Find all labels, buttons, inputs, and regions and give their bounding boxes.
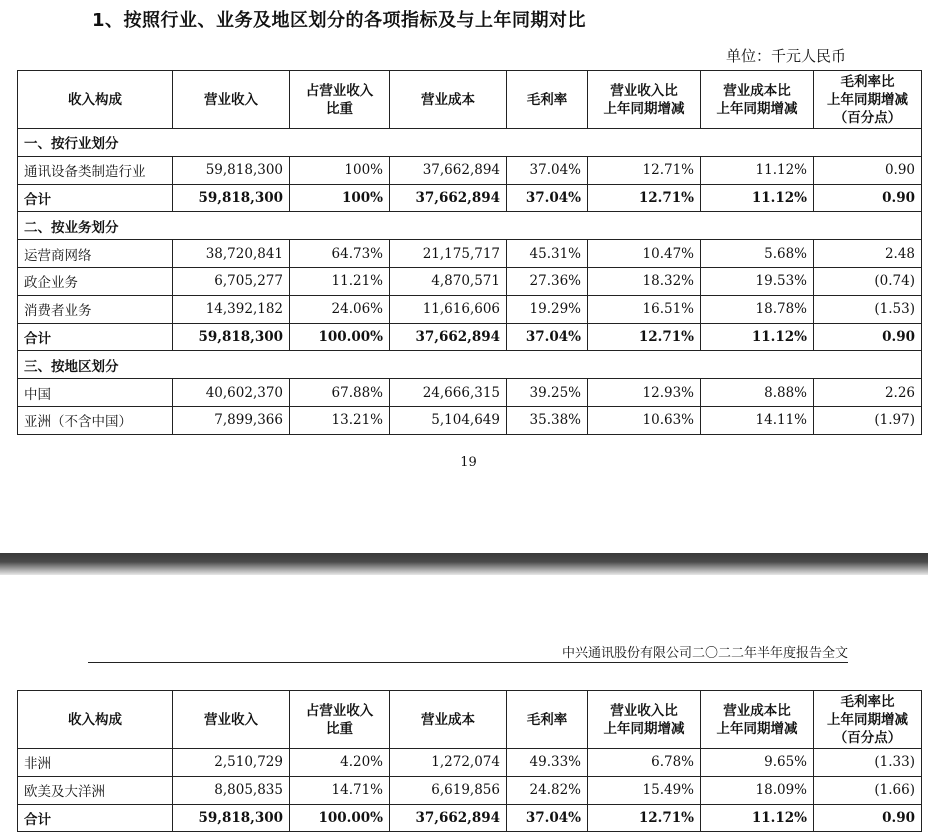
running-header: 中兴通讯股份有限公司二〇二二年半年度报告全文 xyxy=(561,646,848,661)
table-cell: 12.93% xyxy=(588,379,701,407)
column-header-line: 比重 xyxy=(326,100,353,117)
table-cell: 5.68% xyxy=(701,240,814,268)
table-cell: 45.31% xyxy=(507,240,588,268)
row-label: 合计 xyxy=(18,184,173,212)
row-label: 欧美及大洋洲 xyxy=(18,776,173,804)
column-header xyxy=(814,71,922,129)
row-label: 合计 xyxy=(18,323,173,351)
section-row xyxy=(18,351,922,379)
table-row xyxy=(18,776,922,804)
column-header xyxy=(173,691,290,749)
table-cell: 100% xyxy=(290,184,390,212)
column-header-line: 营业成本比 xyxy=(723,82,791,99)
column-header-line: 收入构成 xyxy=(68,91,122,108)
table-cell: 7,899,366 xyxy=(173,406,290,434)
total-row xyxy=(18,804,922,832)
table-cell: 14.11% xyxy=(701,406,814,434)
table-cell: 12.71% xyxy=(588,156,701,184)
column-header xyxy=(588,71,701,129)
table-cell: 4.20% xyxy=(290,749,390,777)
total-row xyxy=(18,323,922,351)
row-label: 通讯设备类制造行业 xyxy=(18,156,173,184)
header-row xyxy=(18,691,922,749)
table-cell: 0.90 xyxy=(814,323,922,351)
table-cell: 12.71% xyxy=(588,184,701,212)
table-cell: 11.12% xyxy=(701,323,814,351)
table-cell: 24.82% xyxy=(507,776,588,804)
table-cell: (1.66) xyxy=(814,776,922,804)
column-header-line: 营业收入 xyxy=(204,711,258,728)
table-cell: 12.71% xyxy=(588,323,701,351)
row-label: 运营商网络 xyxy=(18,240,173,268)
table-cell: 24.06% xyxy=(290,295,390,323)
table-cell: 8,805,835 xyxy=(173,776,290,804)
table-cell: 2,510,729 xyxy=(173,749,290,777)
header-rule xyxy=(88,662,848,663)
table-header xyxy=(18,691,922,749)
row-label: 非洲 xyxy=(18,749,173,777)
table-cell: 35.38% xyxy=(507,406,588,434)
table-cell: 19.29% xyxy=(507,295,588,323)
table-cell: (1.33) xyxy=(814,749,922,777)
table-cell: 37.04% xyxy=(507,804,588,832)
column-header-line: 占营业收入 xyxy=(305,702,374,719)
column-header-line: 毛利率比 xyxy=(840,73,895,90)
column-header-line: 毛利率 xyxy=(526,711,568,728)
table-cell: 11.12% xyxy=(701,184,814,212)
table-cell: 37.04% xyxy=(507,184,588,212)
table-cell: 40,602,370 xyxy=(173,379,290,407)
table-cell: 18.32% xyxy=(588,267,701,295)
column-header-line: 营业收入比 xyxy=(610,702,678,719)
column-header-line: 毛利率比 xyxy=(840,693,895,710)
table-cell: 67.88% xyxy=(290,379,390,407)
column-header xyxy=(18,71,173,129)
table-cell: 2.48 xyxy=(814,240,922,268)
table-cell: 37,662,894 xyxy=(390,804,507,832)
section-label: 三、按地区划分 xyxy=(18,351,922,379)
column-header-line: 上年同期增减 xyxy=(603,720,685,737)
revenue-breakdown-table-continued xyxy=(17,690,922,832)
page-number: 19 xyxy=(460,455,477,470)
table-row xyxy=(18,240,922,268)
column-header-line: 上年同期增减 xyxy=(716,100,798,117)
revenue-breakdown-table xyxy=(17,70,922,435)
row-label: 消费者业务 xyxy=(18,295,173,323)
table-row xyxy=(18,156,922,184)
section-row xyxy=(18,129,922,157)
column-header-line: 收入构成 xyxy=(68,711,122,728)
table-cell: 37,662,894 xyxy=(390,156,507,184)
table-row xyxy=(18,379,922,407)
column-header xyxy=(390,71,507,129)
page-separator xyxy=(0,553,928,575)
column-header-line: （百分点） xyxy=(833,729,902,746)
column-header-line: 上年同期增减 xyxy=(827,91,908,108)
table-cell: 6,705,277 xyxy=(173,267,290,295)
table-cell: 18.78% xyxy=(701,295,814,323)
row-label: 亚洲（不含中国） xyxy=(18,406,173,434)
section-label: 二、按业务划分 xyxy=(18,212,922,240)
table-cell: 9.65% xyxy=(701,749,814,777)
table-cell: 12.71% xyxy=(588,804,701,832)
table-body xyxy=(18,749,922,832)
header-row xyxy=(18,71,922,129)
column-header xyxy=(173,71,290,129)
table-cell: 0.90 xyxy=(814,156,922,184)
table-cell: 37.04% xyxy=(507,156,588,184)
table-cell: 37.04% xyxy=(507,323,588,351)
row-label: 中国 xyxy=(18,379,173,407)
table-body xyxy=(18,129,922,435)
table-cell: 37,662,894 xyxy=(390,184,507,212)
table-cell: (0.74) xyxy=(814,267,922,295)
table-row xyxy=(18,295,922,323)
table-cell: 11,616,606 xyxy=(390,295,507,323)
table-row xyxy=(18,749,922,777)
table-cell: 19.53% xyxy=(701,267,814,295)
table-cell: 27.36% xyxy=(507,267,588,295)
table-cell: 10.47% xyxy=(588,240,701,268)
table-cell: 18.09% xyxy=(701,776,814,804)
table-cell: (1.97) xyxy=(814,406,922,434)
column-header xyxy=(507,691,588,749)
column-header xyxy=(290,71,390,129)
table-cell: 16.51% xyxy=(588,295,701,323)
column-header-line: 营业收入比 xyxy=(610,82,678,99)
column-header-line: 上年同期增减 xyxy=(827,711,908,728)
column-header xyxy=(701,71,814,129)
table-cell: 59,818,300 xyxy=(173,156,290,184)
column-header xyxy=(18,691,173,749)
table-cell: 11.12% xyxy=(701,156,814,184)
table-cell: 59,818,300 xyxy=(173,184,290,212)
row-label: 合计 xyxy=(18,804,173,832)
column-header-line: （百分点） xyxy=(833,109,902,126)
table-cell: 13.21% xyxy=(290,406,390,434)
table-cell: 37,662,894 xyxy=(390,323,507,351)
column-header-line: 营业收入 xyxy=(204,91,258,108)
column-header-line: 比重 xyxy=(326,720,353,737)
column-header-line: 上年同期增减 xyxy=(716,720,798,737)
column-header-line: 营业成本 xyxy=(421,91,475,108)
table-cell: 21,175,717 xyxy=(390,240,507,268)
table-row xyxy=(18,267,922,295)
table-header xyxy=(18,71,922,129)
table-cell: 6,619,856 xyxy=(390,776,507,804)
column-header-line: 上年同期增减 xyxy=(603,100,685,117)
unit-label: 单位：千元人民币 xyxy=(725,47,846,65)
column-header xyxy=(290,691,390,749)
table-cell: 38,720,841 xyxy=(173,240,290,268)
table-cell: 0.90 xyxy=(814,804,922,832)
table-cell: 39.25% xyxy=(507,379,588,407)
column-header-line: 营业成本 xyxy=(421,711,475,728)
row-label: 政企业务 xyxy=(18,267,173,295)
table-cell: 100.00% xyxy=(290,323,390,351)
column-header xyxy=(701,691,814,749)
column-header-line: 毛利率 xyxy=(526,91,568,108)
table-cell: 24,666,315 xyxy=(390,379,507,407)
table-cell: 64.73% xyxy=(290,240,390,268)
table-cell: 6.78% xyxy=(588,749,701,777)
table-cell: 4,870,571 xyxy=(390,267,507,295)
table-row xyxy=(18,406,922,434)
table-cell: 1,272,074 xyxy=(390,749,507,777)
table-cell: 11.21% xyxy=(290,267,390,295)
table-cell: 15.49% xyxy=(588,776,701,804)
table-cell: 100.00% xyxy=(290,804,390,832)
section-label: 一、按行业划分 xyxy=(18,129,922,157)
table-cell: 100% xyxy=(290,156,390,184)
table-cell: 10.63% xyxy=(588,406,701,434)
table-cell: 11.12% xyxy=(701,804,814,832)
column-header xyxy=(507,71,588,129)
table-cell: 8.88% xyxy=(701,379,814,407)
table-cell: 14.71% xyxy=(290,776,390,804)
table-cell: 14,392,182 xyxy=(173,295,290,323)
column-header xyxy=(390,691,507,749)
section-row xyxy=(18,212,922,240)
total-row xyxy=(18,184,922,212)
table-cell: 59,818,300 xyxy=(173,804,290,832)
column-header-line: 占营业收入 xyxy=(305,82,374,99)
table-cell: (1.53) xyxy=(814,295,922,323)
table-cell: 2.26 xyxy=(814,379,922,407)
table-cell: 59,818,300 xyxy=(173,323,290,351)
table-cell: 5,104,649 xyxy=(390,406,507,434)
table-cell: 0.90 xyxy=(814,184,922,212)
column-header xyxy=(588,691,701,749)
column-header xyxy=(814,691,922,749)
page-title: 1、按照行业、业务及地区划分的各项指标及与上年同期对比 xyxy=(92,10,587,31)
column-header-line: 营业成本比 xyxy=(723,702,791,719)
table-cell: 49.33% xyxy=(507,749,588,777)
